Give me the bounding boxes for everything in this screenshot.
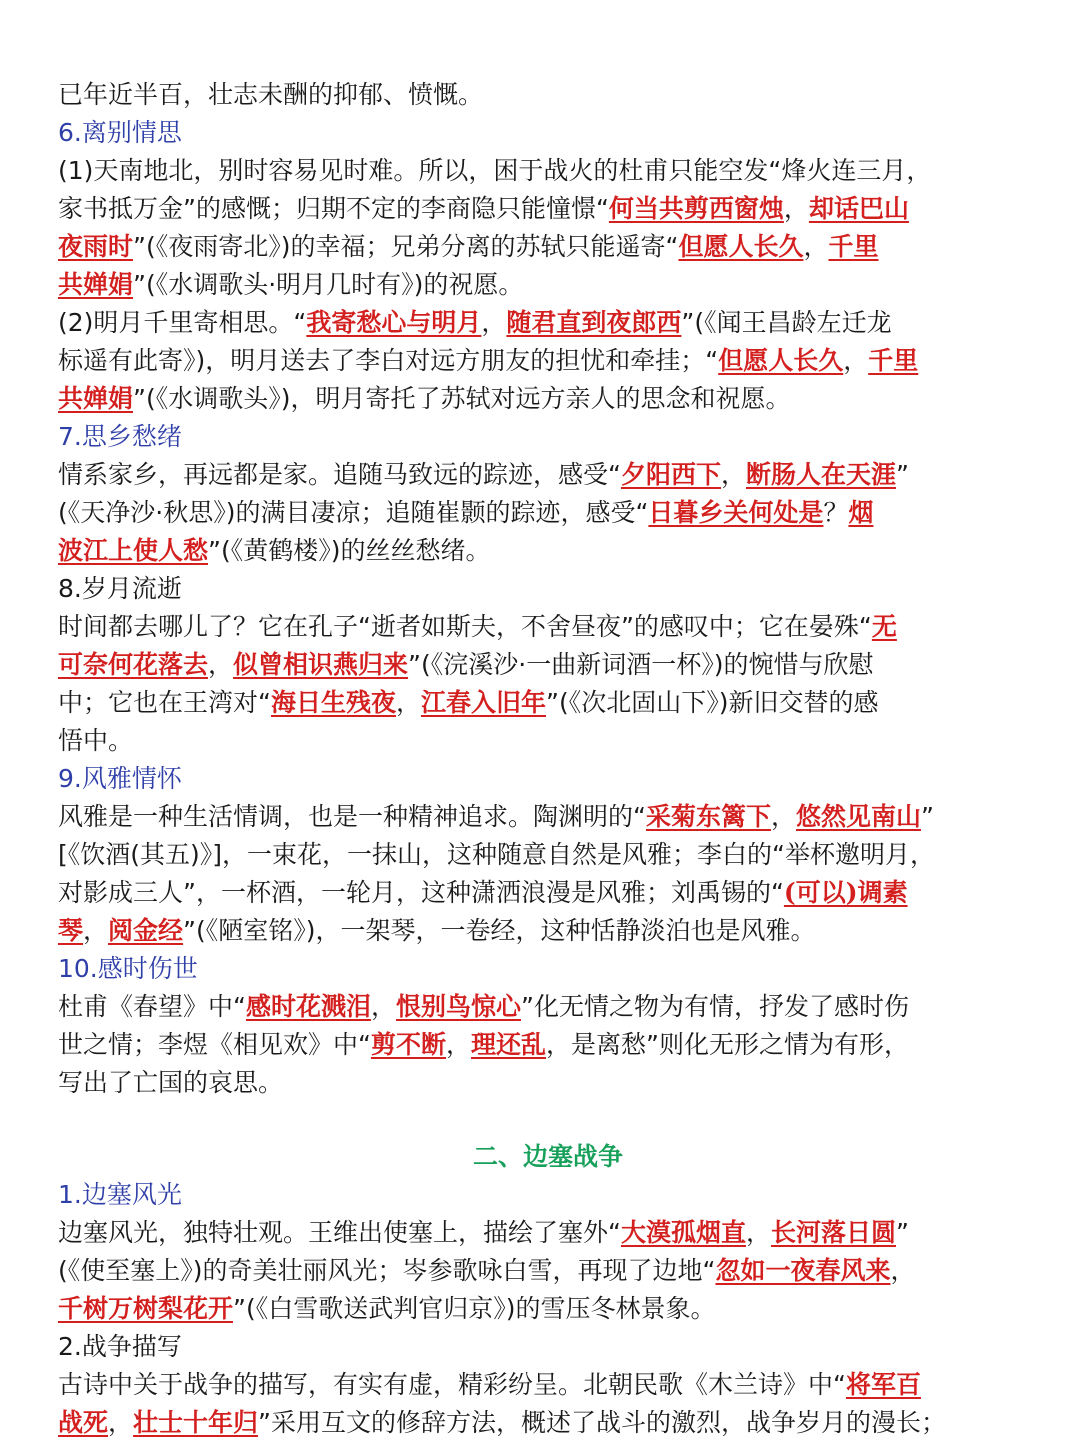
text-segment: ”(《次北固山下》)新旧交替的感 (546, 688, 879, 717)
poem-quote: 长河落日圆 (771, 1218, 897, 1247)
text-line (58, 532, 1038, 570)
poem-quote: 共婵娟 (58, 270, 134, 299)
subsection-heading (58, 570, 1038, 608)
text-line (58, 798, 1038, 836)
text-line (58, 266, 1038, 304)
text-segment: 6.离别情思 (58, 118, 182, 147)
text-segment: ， (890, 1256, 916, 1285)
text-segment: 中；它也在王湾对“ (58, 688, 271, 717)
subsection-heading (58, 950, 1038, 988)
text-segment: (2)明月千里寄相思。“ (58, 308, 307, 337)
text-segment: 2.战争描写 (58, 1332, 182, 1361)
text-segment: 古诗中关于战争的描写，有实有虚，精彩纷呈。北朝民歌《木兰诗》中“ (58, 1370, 846, 1399)
text-segment: (1)天南地北，别时容易见时难。所以，困于战火的杜甫只能空发“烽火连三月， (58, 156, 932, 185)
text-line (58, 1026, 1038, 1064)
text-segment: ”(《夜雨寄北》)的幸福；兄弟分离的苏轼只能遥寄“ (133, 232, 679, 261)
poem-quote: 海日生残夜 (270, 688, 396, 717)
subsection-heading (58, 114, 1038, 152)
poem-quote: 可奈何花落去 (58, 650, 209, 679)
text-segment: 已年近半百，壮志未酬的抑郁、愤慨。 (58, 80, 484, 109)
text-segment: 悟中。 (58, 726, 134, 755)
text-segment: 1.边塞风光 (58, 1180, 182, 1209)
text-segment: ”采用互文的修辞方法，概述了战斗的激烈，战争岁月的漫长； (258, 1408, 947, 1437)
text-segment: ， (83, 916, 109, 945)
document-body (58, 76, 1038, 1442)
text-line (58, 1064, 1038, 1102)
text-segment: ”化无情之物为有情，抒发了感时伤 (521, 992, 909, 1021)
poem-quote: 采菊东篱下 (645, 802, 771, 831)
text-segment: ”(《水调歌头》)，明月寄托了苏轼对远方亲人的思念和祝愿。 (133, 384, 791, 413)
text-segment: ， (395, 688, 421, 717)
text-line (58, 912, 1038, 950)
text-segment: 写出了亡国的哀思。 (58, 1068, 284, 1097)
text-segment: 世之情；李煜《相见欢》中“ (58, 1030, 371, 1059)
poem-quote: 夕阳西下 (620, 460, 721, 489)
text-segment: ， (783, 194, 809, 223)
text-segment: ” (896, 1218, 909, 1247)
text-line (58, 494, 1038, 532)
text-segment: ”(《水调歌头·明月几时有》)的祝愿。 (133, 270, 524, 299)
poem-quote: 共婵娟 (58, 384, 134, 413)
text-line (58, 836, 1038, 874)
text-line (58, 1366, 1038, 1404)
text-line (58, 342, 1038, 380)
text-line (58, 152, 1038, 190)
text-segment: [《饮酒(其五)》]，一束花，一抹山，这种随意自然是风雅；李白的“举杯邀明月， (58, 840, 935, 869)
text-line (58, 304, 1038, 342)
subsection-heading (58, 418, 1038, 456)
poem-quote: 断肠人在天涯 (746, 460, 897, 489)
text-segment: 8.岁月流逝 (58, 574, 182, 603)
text-segment: ， (445, 1030, 471, 1059)
poem-quote: 千树万树梨花开 (58, 1294, 234, 1323)
text-line (58, 722, 1038, 760)
text-segment: 杜甫《春望》中“ (58, 992, 246, 1021)
text-segment: 9.风雅情怀 (58, 764, 182, 793)
poem-quote: 将军百 (845, 1370, 921, 1399)
poem-quote: 无 (871, 612, 897, 641)
subsection-heading (58, 760, 1038, 798)
text-segment: ， (370, 992, 396, 1021)
text-segment: 家书抵万金”的感慨；归期不定的李商隐只能憧憬“ (58, 194, 609, 223)
text-segment: 时间都去哪儿了？它在孔子“逝者如斯夫，不舍昼夜”的感叹中；它在晏殊“ (58, 612, 872, 641)
text-segment: ” (896, 460, 909, 489)
text-line (58, 988, 1038, 1026)
text-line (58, 1214, 1038, 1252)
text-segment: ， (843, 346, 869, 375)
text-line (58, 228, 1038, 266)
text-segment: ， (481, 308, 507, 337)
text-segment: 风雅是一种生活情调，也是一种精神追求。陶渊明的“ (58, 802, 646, 831)
text-segment: ，是离愁”则化无形之情为有形， (546, 1030, 909, 1059)
text-line (58, 456, 1038, 494)
poem-quote: 波江上使人愁 (58, 536, 209, 565)
subsection-heading (58, 1328, 1038, 1366)
poem-quote: 战死 (58, 1408, 109, 1437)
text-segment: ”(《浣溪沙·一曲新词酒一杯》)的惋惜与欣慰 (408, 650, 874, 679)
text-line (58, 1252, 1038, 1290)
text-segment: 情系家乡，再远都是家。追随马致远的踪迹，感受“ (58, 460, 621, 489)
poem-quote: 理还乱 (470, 1030, 546, 1059)
text-segment: 对影成三人”，一杯酒，一轮月，这种潇洒浪漫是风雅；刘禹锡的“ (58, 878, 784, 907)
text-segment: ， (745, 1218, 771, 1247)
poem-quote: 但愿人长久 (718, 346, 844, 375)
poem-quote: (可以)调素 (783, 878, 908, 907)
poem-quote: 江春入旧年 (420, 688, 546, 717)
text-segment: ”(《黄鹤楼》)的丝丝愁绪。 (208, 536, 491, 565)
text-segment: ”(《闻王昌龄左迁龙 (681, 308, 892, 337)
text-segment: 标遥有此寄》)，明月送去了李白对远方朋友的担忧和牵挂；“ (58, 346, 719, 375)
subsection-heading (58, 1176, 1038, 1214)
text-segment: ， (720, 460, 746, 489)
poem-quote: 千里 (868, 346, 919, 375)
poem-quote: 何当共剪西窗烛 (608, 194, 784, 223)
text-segment: 边塞风光，独特壮观。王维出使塞上，描绘了塞外“ (58, 1218, 621, 1247)
text-segment: 7.思乡愁绪 (58, 422, 182, 451)
text-line (58, 646, 1038, 684)
poem-quote: 剪不断 (370, 1030, 446, 1059)
text-segment: ？ (823, 498, 849, 527)
text-line (58, 76, 1038, 114)
text-line (58, 190, 1038, 228)
text-segment: ” (921, 802, 934, 831)
poem-quote: 壮士十年归 (133, 1408, 259, 1437)
text-segment: ， (803, 232, 829, 261)
text-line (58, 380, 1038, 418)
poem-quote: 琴 (58, 916, 84, 945)
section-gap (58, 1102, 1038, 1138)
poem-quote: 千里 (828, 232, 879, 261)
poem-quote: 我寄愁心与明月 (306, 308, 482, 337)
text-line (58, 874, 1038, 912)
text-segment: (《使至塞上》)的奇美壮丽风光；岑参歌咏白雪，再现了边地“ (58, 1256, 716, 1285)
poem-quote: 烟 (848, 498, 874, 527)
poem-quote: 但愿人长久 (678, 232, 804, 261)
poem-quote: 大漠孤烟直 (620, 1218, 746, 1247)
poem-quote: 似曾相识燕归来 (233, 650, 409, 679)
poem-quote: 夜雨时 (58, 232, 134, 261)
poem-quote: 恨别鸟惊心 (395, 992, 521, 1021)
text-segment: ， (208, 650, 234, 679)
text-line (58, 608, 1038, 646)
text-segment: (《天净沙·秋思》)的满目凄凉；追随崔颢的踪迹，感受“ (58, 498, 649, 527)
section-title (58, 1138, 1038, 1176)
text-line (58, 1290, 1038, 1328)
text-segment: 二、边塞战争 (472, 1142, 623, 1171)
text-segment: ， (770, 802, 796, 831)
poem-quote: 却话巴山 (808, 194, 909, 223)
poem-quote: 随君直到夜郎西 (506, 308, 682, 337)
text-segment: 10.感时伤世 (58, 954, 198, 983)
text-line (58, 684, 1038, 722)
text-segment: ”(《陋室铭》)，一架琴，一卷经，这种恬静淡泊也是风雅。 (183, 916, 816, 945)
poem-quote: 感时花溅泪 (245, 992, 371, 1021)
poem-quote: 悠然见南山 (796, 802, 922, 831)
text-segment: ”(《白雪歌送武判官归京》)的雪压冬林景象。 (233, 1294, 716, 1323)
text-segment: ， (108, 1408, 134, 1437)
poem-quote: 阅金经 (108, 916, 184, 945)
poem-quote: 忽如一夜春风来 (715, 1256, 891, 1285)
text-line (58, 1404, 1038, 1442)
poem-quote: 日暮乡关何处是 (648, 498, 824, 527)
